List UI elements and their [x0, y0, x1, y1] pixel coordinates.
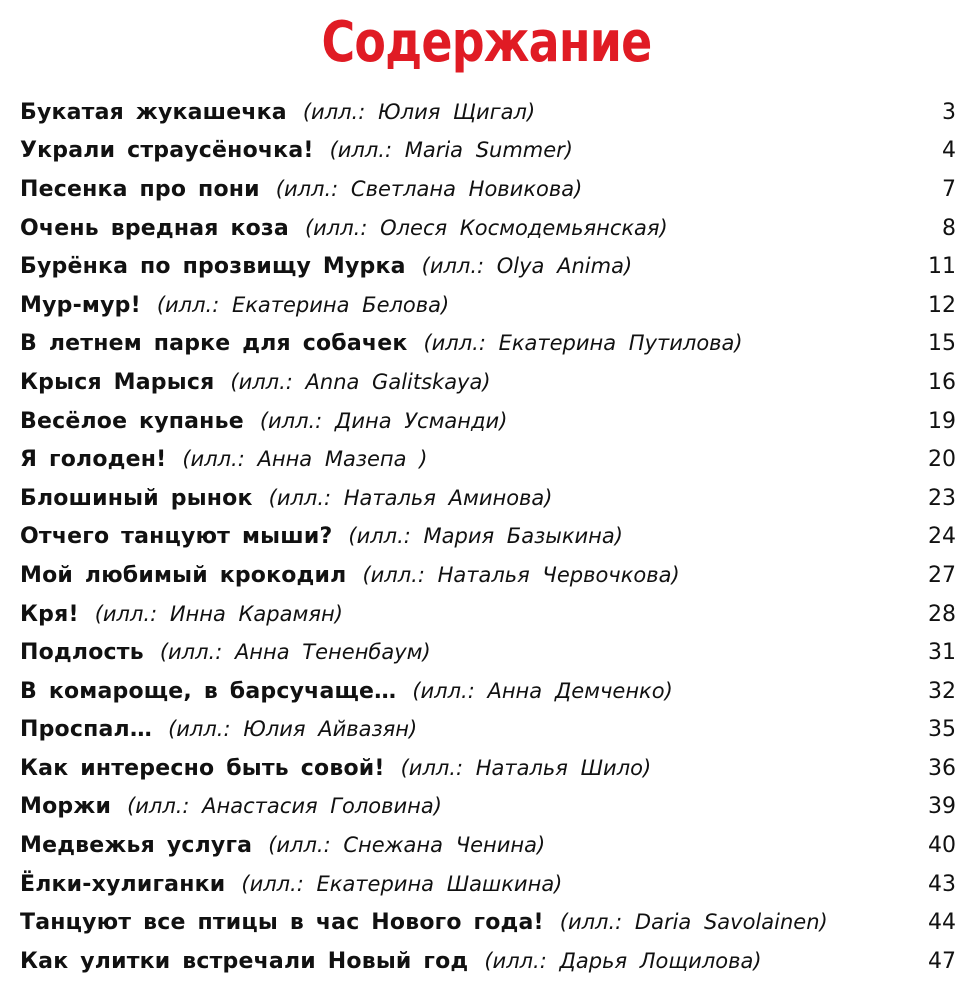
story-title: Как улитки встречали Новый год	[20, 948, 469, 974]
toc-entry	[20, 440, 956, 479]
illustrator-credit: (илл.: Дарья Лощилова)	[484, 948, 762, 973]
page-number: 4	[942, 138, 956, 164]
illustrator-credit: (илл.: Daria Savolainen)	[559, 910, 828, 935]
page-number: 36	[928, 755, 956, 781]
story-title: Я голоден!	[20, 447, 167, 473]
toc-entry	[20, 479, 956, 518]
toc-entry-text	[20, 602, 343, 627]
toc-entry	[20, 788, 956, 827]
story-title: Букатая жукашечка	[20, 99, 287, 125]
story-title: Проспал…	[20, 717, 153, 743]
toc-entry	[20, 556, 956, 595]
page-number: 12	[928, 292, 956, 318]
story-title: В летнем парке для собачек	[20, 331, 408, 357]
toc-entry-text	[20, 331, 743, 356]
toc-entry	[20, 672, 956, 711]
illustrator-credit: (илл.: Наталья Аминова)	[268, 485, 553, 510]
illustrator-credit: (илл.: Анна Тененбаум)	[159, 640, 431, 665]
toc-entry-text	[20, 910, 828, 935]
page-number: 20	[928, 447, 956, 473]
table-of-contents	[20, 93, 956, 981]
page-number: 32	[928, 678, 956, 704]
page-number: 11	[928, 254, 956, 280]
toc-entry-text	[20, 370, 491, 395]
toc-entry-text	[20, 872, 562, 897]
toc-entry	[20, 209, 956, 248]
page-number: 47	[928, 948, 956, 974]
story-title: Песенка про пони	[20, 176, 260, 202]
illustrator-credit: (илл.: Снежана Ченина)	[268, 833, 546, 858]
toc-entry-text	[20, 447, 427, 472]
illustrator-credit: (илл.: Анастасия Головина)	[127, 794, 442, 819]
toc-entry	[20, 595, 956, 634]
page-number: 27	[928, 562, 956, 588]
toc-entry	[20, 132, 956, 171]
page-number: 39	[928, 794, 956, 820]
toc-entry	[20, 942, 956, 981]
illustrator-credit: (илл.: Наталья Червочкова)	[362, 562, 680, 587]
toc-entry-text	[20, 177, 582, 202]
toc-entry	[20, 518, 956, 557]
page-number: 7	[942, 176, 956, 202]
page-number: 28	[928, 601, 956, 627]
story-title: Мур-мур!	[20, 292, 141, 318]
illustrator-credit: (илл.: Екатерина Шашкина)	[241, 871, 563, 896]
toc-entry	[20, 170, 956, 209]
story-title: Кря!	[20, 601, 79, 627]
page-title: Содержание	[321, 10, 652, 75]
toc-entry-text	[20, 563, 680, 588]
toc-entry-text	[20, 486, 553, 511]
page-number: 23	[928, 485, 956, 511]
toc-entry	[20, 826, 956, 865]
illustrator-credit: (илл.: Светлана Новикова)	[275, 176, 583, 201]
story-title: Мой любимый крокодил	[20, 562, 347, 588]
toc-entry-text	[20, 293, 449, 318]
toc-entry	[20, 363, 956, 402]
illustrator-credit: (илл.: Юлия Айвазян)	[168, 717, 418, 742]
illustrator-credit: (илл.: Юлия Щигал)	[302, 99, 536, 124]
page-number: 43	[928, 871, 956, 897]
page-number: 44	[928, 910, 956, 936]
toc-entry-text	[20, 717, 417, 742]
page-number: 31	[928, 640, 956, 666]
story-title: Подлость	[20, 640, 144, 666]
toc-entry-text	[20, 138, 573, 163]
toc-entry-text	[20, 640, 431, 665]
toc-entry	[20, 93, 956, 132]
page-number: 15	[928, 331, 956, 357]
story-title: Очень вредная коза	[20, 215, 289, 241]
story-title: Ёлки-хулиганки	[20, 871, 226, 897]
toc-entry	[20, 903, 956, 942]
toc-entry-text	[20, 679, 673, 704]
illustrator-credit: (илл.: Екатерина Путилова)	[423, 331, 743, 356]
illustrator-credit: (илл.: Дина Усманди)	[259, 408, 508, 433]
illustrator-credit: (илл.: Anna Galitskaya)	[230, 369, 491, 394]
toc-entry-text	[20, 949, 762, 974]
story-title: Моржи	[20, 794, 112, 820]
illustrator-credit: (илл.: Maria Summer)	[329, 138, 574, 163]
toc-entry-text	[20, 254, 632, 279]
illustrator-credit: (илл.: Анна Мазепа )	[182, 447, 428, 472]
story-title: Как интересно быть совой!	[20, 755, 385, 781]
page-number: 24	[928, 524, 956, 550]
toc-entry	[20, 325, 956, 364]
toc-entry	[20, 286, 956, 325]
toc-entry-text	[20, 794, 442, 819]
toc-entry-text	[20, 524, 623, 549]
story-title: Бурёнка по прозвищу Мурка	[20, 254, 406, 280]
illustrator-credit: (илл.: Анна Демченко)	[412, 678, 673, 703]
page-number: 16	[928, 369, 956, 395]
toc-entry-text	[20, 756, 651, 781]
page-number: 35	[928, 717, 956, 743]
story-title: В комароще, в барсучаще…	[20, 678, 397, 704]
toc-entry-text	[20, 216, 668, 241]
illustrator-credit: (илл.: Инна Карамян)	[94, 601, 343, 626]
toc-entry	[20, 247, 956, 286]
page-number: 3	[942, 99, 956, 125]
story-title: Медвежья услуга	[20, 833, 253, 859]
toc-entry	[20, 749, 956, 788]
toc-entry	[20, 633, 956, 672]
story-title: Весёлое купанье	[20, 408, 244, 434]
toc-entry	[20, 711, 956, 750]
toc-entry	[20, 865, 956, 904]
story-title: Танцуют все птицы в час Нового года!	[20, 910, 544, 936]
page-number: 8	[942, 215, 956, 241]
story-title: Крыся Марыся	[20, 369, 215, 395]
page-number: 40	[928, 833, 956, 859]
illustrator-credit: (илл.: Мария Базыкина)	[348, 524, 623, 549]
toc-entry-text	[20, 409, 507, 434]
illustrator-credit: (илл.: Наталья Шило)	[400, 755, 652, 780]
illustrator-credit: (илл.: Олеся Космодемьянская)	[304, 215, 668, 240]
toc-entry-text	[20, 100, 535, 125]
toc-entry-text	[20, 833, 545, 858]
illustrator-credit: (илл.: Olya Anima)	[421, 254, 633, 279]
story-title: Отчего танцуют мыши?	[20, 524, 333, 550]
page-number: 19	[928, 408, 956, 434]
toc-entry	[20, 402, 956, 441]
illustrator-credit: (илл.: Екатерина Белова)	[156, 292, 450, 317]
story-title: Блошиный рынок	[20, 485, 253, 511]
story-title: Украли страусёночка!	[20, 138, 314, 164]
